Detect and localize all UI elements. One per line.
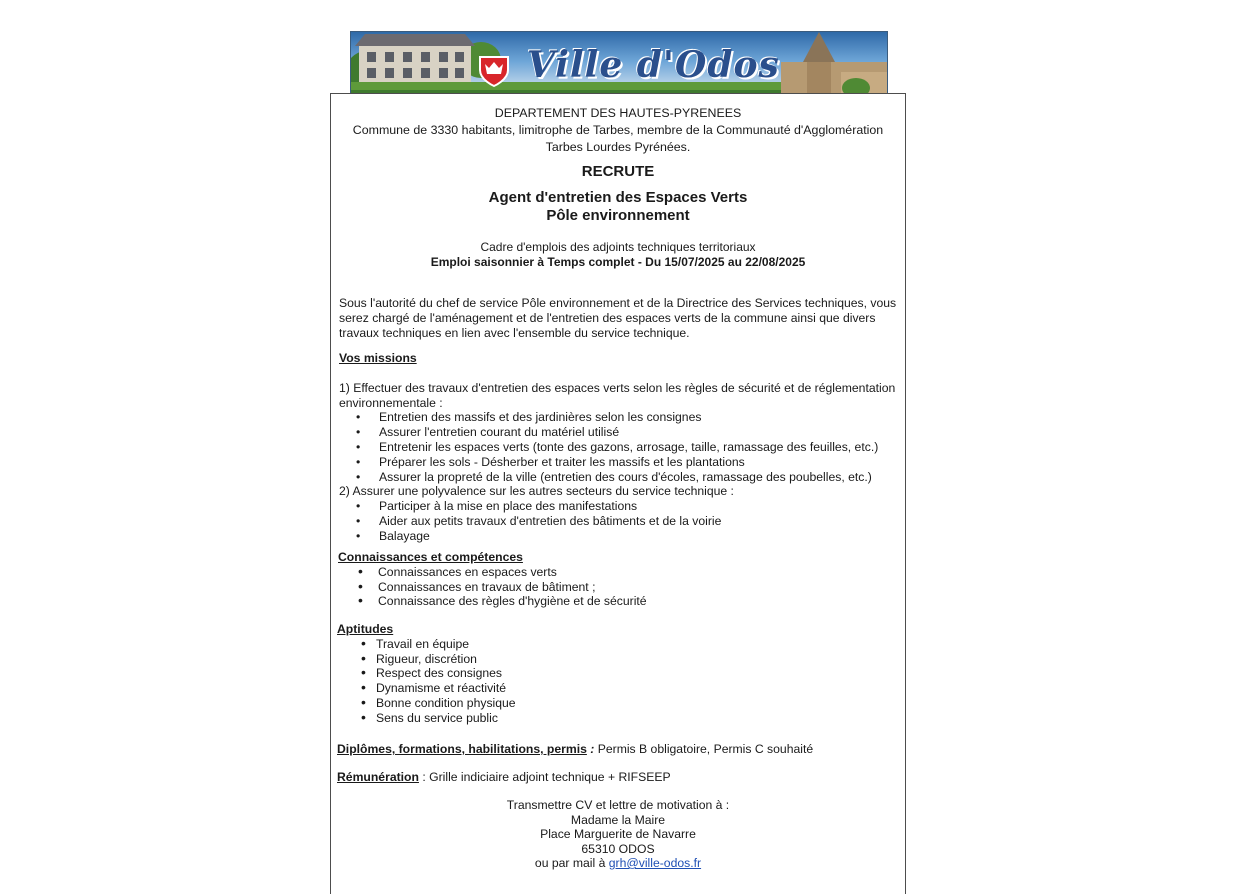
remuneration-title: Rémunération (337, 770, 419, 784)
list-item: • Dynamisme et réactivité (337, 681, 897, 696)
contact-mail-line (331, 856, 905, 871)
list-item: • Travail en équipe (337, 637, 897, 652)
list-item: • Rigueur, discrétion (337, 652, 897, 667)
email-link[interactable]: grh@ville-odos.fr (608, 856, 702, 870)
list-item: • Assurer l'entretien courant du matériel utilisé (339, 425, 899, 440)
mission-2-text: 2) Assurer une polyvalence sur les autres secteurs du service technique : (339, 484, 734, 499)
contact-block (331, 798, 905, 871)
contact-recipient: Madame la Maire (570, 812, 666, 827)
knowledge-title: Connaissances et compétences (338, 550, 523, 564)
list-item: • Balayage (339, 529, 899, 544)
ville-banner (350, 31, 888, 99)
list-item: • Connaissance des règles d'hygiène et de sécurité (338, 594, 898, 609)
knowledge-section (338, 550, 898, 609)
knowledge-list (338, 565, 898, 609)
mission-1-text: 1) Effectuer des travaux d'entretien des espaces verts selon les règles de sécurité et de réglementation environnementale : (339, 380, 896, 410)
job-title (331, 189, 905, 225)
job-cadre (331, 240, 905, 270)
aptitudes-title: Aptitudes (337, 622, 394, 636)
diplomas-title: Diplômes, formations, habilitations, permis (337, 742, 587, 756)
job-title-line-1: Agent d'entretien des Espaces Verts (488, 189, 748, 206)
banner-title: Ville d'Odos (527, 44, 780, 86)
diplomas-section (337, 742, 897, 757)
recrute-heading: RECRUTE (581, 163, 655, 180)
diplomas-separator: : (586, 742, 598, 756)
list-item: • Sens du service public (337, 711, 897, 726)
job-title-line-2: Pôle environnement (546, 207, 690, 224)
contract-text: Emploi saisonnier à Temps complet - Du 15/07/2025 au 22/08/2025 (430, 255, 806, 269)
commune-line-1: Commune de 3330 habitants, limitrophe de Tarbes, membre de la Communauté d'Agglomération (352, 123, 884, 137)
list-item: • Respect des consignes (337, 666, 897, 681)
missions-section (339, 351, 899, 544)
list-item: • Assurer la propreté de la ville (entretien des cours d'écoles, ramassage des poubelles, etc.) (339, 470, 899, 485)
mission-2-task-list (339, 499, 899, 543)
list-item: • Entretien des massifs et des jardinières selon les consignes (339, 410, 899, 425)
diplomas-text: Permis B obligatoire, Permis C souhaité (597, 742, 814, 756)
contact-street: Place Marguerite de Navarre (540, 827, 696, 841)
mission-1-task-list (339, 410, 899, 484)
list-item: • Entretenir les espaces verts (tonte des gazons, arrosage, taille, ramassage des feuilles, etc.) (339, 440, 899, 455)
remuneration-section (337, 770, 897, 785)
intro-paragraph: Sous l'autorité du chef de service Pôle environnement et de la Directrice des Services techniques, vous serez chargé de l'aménagement et de l'entretien des espaces verts de la commune ainsi que divers travaux techniques en lien avec l'ensemble du service technique. (339, 296, 897, 340)
list-item: • Connaissances en travaux de bâtiment ; (338, 580, 898, 595)
aptitudes-list (337, 637, 897, 726)
commune-description (331, 122, 905, 156)
commune-line-2: Tarbes Lourdes Pyrénées. (545, 140, 691, 154)
list-item: • Connaissances en espaces verts (338, 565, 898, 580)
list-item: • Préparer les sols - Désherber et traiter les massifs et les plantations (339, 455, 899, 470)
remuneration-text: : Grille indiciaire adjoint technique + RIFSEEP (418, 770, 671, 784)
job-offer-document (330, 93, 906, 894)
mail-prefix: ou par mail à (534, 856, 609, 870)
list-item: • Bonne condition physique (337, 696, 897, 711)
list-item: • Participer à la mise en place des manifestations (339, 499, 899, 514)
missions-title: Vos missions (339, 351, 417, 365)
aptitudes-section (337, 622, 897, 726)
department-name: DEPARTEMENT DES HAUTES-PYRENEES (494, 106, 742, 120)
contact-city: 65310 ODOS (581, 841, 655, 856)
list-item: • Aider aux petits travaux d'entretien des bâtiments et de la voirie (339, 514, 899, 529)
cadre-text: Cadre d'emplois des adjoints techniques territoriaux (480, 240, 756, 254)
contact-line-1: Transmettre CV et lettre de motivation à : (506, 798, 730, 812)
coat-of-arms-icon (477, 54, 511, 88)
header-block (331, 105, 905, 156)
